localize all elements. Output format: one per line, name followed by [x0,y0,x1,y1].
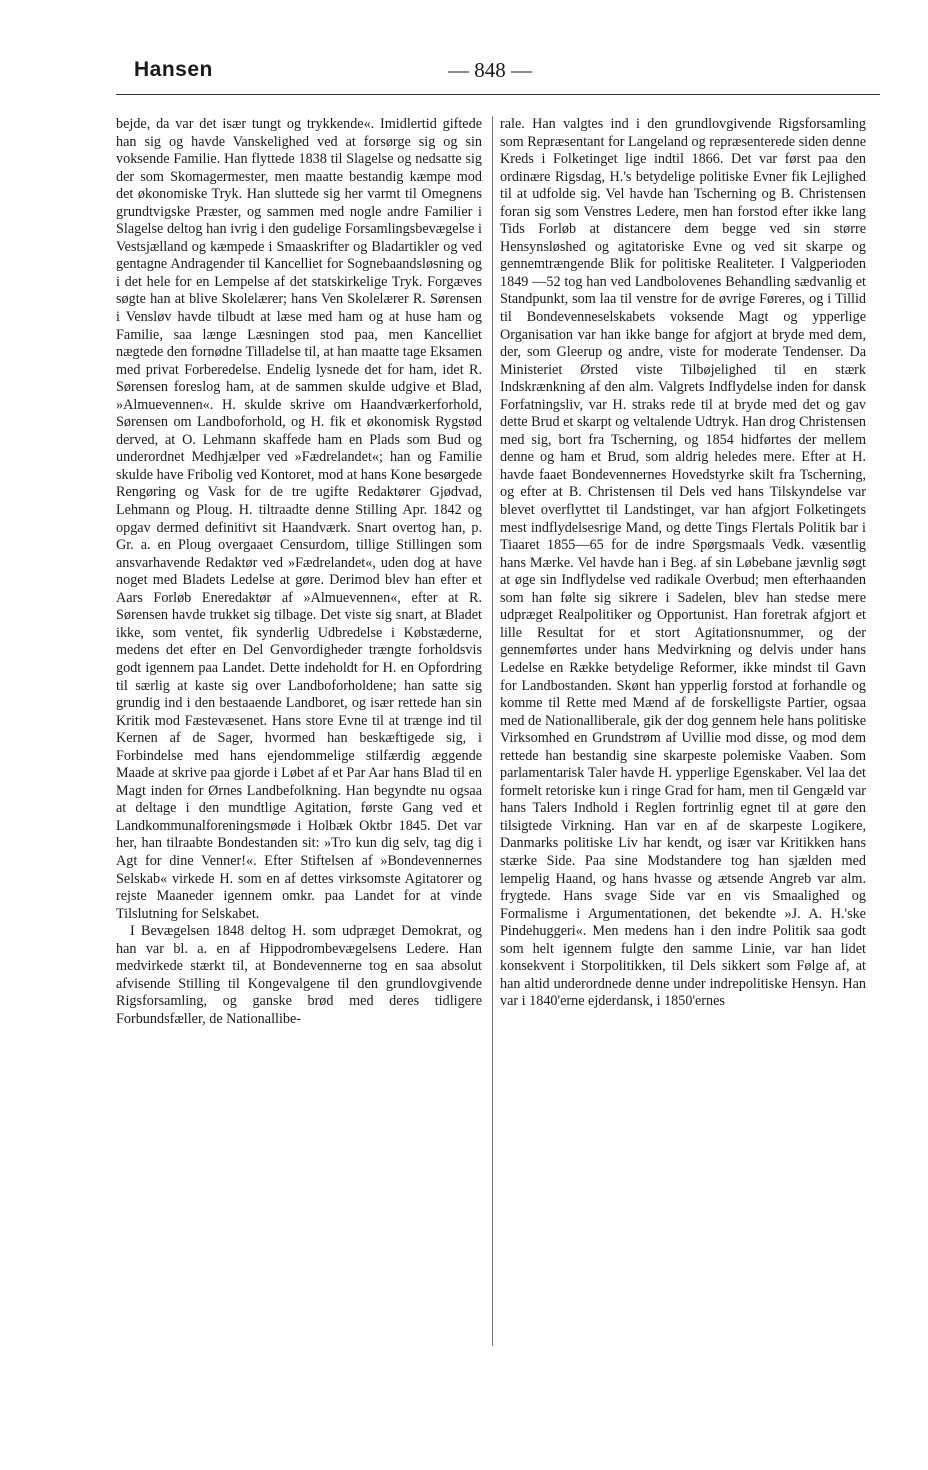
column-divider [492,116,493,1346]
page-header [0,0,928,96]
left-column [116,116,482,1028]
right-column [500,116,866,1011]
page-number: — 848 — [448,58,532,82]
header-rule [116,94,880,95]
paragraph: bejde, da var det især tungt og trykkende«. Imidlertid giftede han sig og havde Vanskelighed ved at forsørge sig og sin voksende Familie. Han flyttede 1838 til Slagelse og nedsatte sig der som Skomagermester, men maatte bestandig kæmpe mod det økonomiske Tryk. Han sluttede sig her varmt til Omegnens grundtvigske Præster, og sammen med nogle andre Familier i Slagelse deltog han ivrig i den gudelige Forsamlingsbevægelse i Vestsjælland og kæmpede i Smaaskrifter og Bladartikler og ved gentagne Andragender til Kancelliet for Sognebaandsløsning og i det hele for en Lempelse af det statskirkelige Tryk. Forgæves søgte han at blive Skolelærer; hans Ven Skolelærer R. Sørensen i Vensløv havde tilbudt at læse med ham og at huse ham og Familie, saa længe Læsningen stod paa, men Kancelliet nægtede den fornødne Tilladelse til, at han maatte tage Eksamen med privat Forberedelse. Endelig lysnede det for ham, idet R. Sørensen foreslog ham, at de sammen skulde udgive et Blad, »Almuevennen«. H. skulde skrive om Haandværkerforhold, Sørensen om Landboforhold, og H. fik et økonomisk Rygstød derved, at O. Lehmann skaffede ham en Plads som Bud og underordnet Medhjælper ved »Fædrelandet«; han og Familie skulde have Fribolig ved Kontoret, mod at hans Kone besørgede Rengøring og Vask for de tre ugifte Redaktører Gjødvad, Lehmann og Ploug. H. tiltraadte denne Stilling Apr. 1842 og opgav dermed definitivt sit Haandværk. Snart overtog han, p. Gr. a. en Ploug overgaaet Censurdom, tillige Stillingen som ansvarhavende Redaktør ved »Fædrelandet«, uden dog at have noget med Bladets Ledelse at gøre. Derimod blev han efter et Aars Forløb Eneredaktør af »Almuevennen«, efter at R. Sørensen havde trukket sig tilbage. Det viste sig snart, at Bladet ikke, som ventet, fik synderlig Udbredelse i Købstæderne, medens det efter en Del Genvordigheder trængte forholdsvis godt igennem paa Landet. Dette indeholdt for H. en Opfordring til særlig at kaste sig over Landboforholdene; han satte sig grundig ind i den bestaaende Landboret, og især rettede han sin Kritik mod Fæstevæsenet. Hans store Evne til at trænge ind til Kernen af de Sager, hvormed han beskæftigede sig, i Forbindelse med hans ejendommelige stilfærdig æggende Maade at skrive paa gjorde i Løbet af et Par Aar hans Blad til en Magt inden for Ørnes Landbefolkning. Han begyndte nu ogsaa at deltage i den mundtlige Agitation, første Gang ved et Landkommunalforeningsmøde i Holbæk Oktbr 1845. Det var her, han tilraabte Bondestanden sit: »Tro kun dig selv, tag dig i Agt for dine Venner!«. Efter Stiftelsen af »Bondevennernes Selskab« virkede H. som en af dettes virksomste Agitatorer og rejste Maaneder igennem omkr. paa Landet for at vinde Tilslutning for Selskabet. [116,116,482,922]
paragraph: I Bevægelsen 1848 deltog H. som udpræget Demokrat, og han var bl. a. en af Hippodrombevægelsens Ledere. Han medvirkede stærkt til, at Bondevennerne tog en saa absolut afvisende Stilling til Kongevalgene til den grundlovgivende Rigsforsamling, og ganske brød med deres tidligere Forbundsfæller, de Nationallibe- [116,923,482,1027]
running-head: Hansen [134,58,213,81]
paragraph: rale. Han valgtes ind i den grundlovgivende Rigsforsamling som Repræsentant for Langeland og repræsenterede siden denne Kreds i Folketinget lige indtil 1866. Det var først paa den ordinære Rigsdag, H.'s betydelige politiske Evner fik Lejlighed til at udfolde sig. Vel havde han Tscherning og B. Christensen foran sig som Venstres Ledere, men han forstod efter ikke lang Tids Forløb at distancere dem begge ved sin større Hensynsløshed og agitatoriske Evne og ved sit skarpe og gennemtrængende Blik for politiske Realiteter. I Valgperioden 1849 —52 tog han ved Landbolovenes Behandling sædvanlig et Standpunkt, som laa til venstre for de øvrige Føreres, og i Tillid til Bondevenneselskabets voksende Magt og ypperlige Organisation var han ikke bange for afgjort at bryde med dem, der, som Gleerup og andre, viste for moderate Tendenser. Da Ministeriet Ørsted viste Tilbøjelighed til en stærk Indskrænkning af den alm. Valgrets Indflydelse inden for dansk Forfatningsliv, var H. straks rede til at bryde med det og gav dette Brud et skarpt og veltalende Udtryk. Han drog Christensen med sig, bort fra Tscherning, og 1854 hidførtes der mellem denne og ham et Brud, som aldrig heledes mere. Efter at H. havde faaet Bondevennernes Hovedstyrke skilt fra Tscherning, og efter at B. Christensen til Dels ved hans Tilskyndelse var blevet overflyttet til Landstinget, var han afgjort Folketingets mest indflydelsesrige Mand, og dette Tings Flertals Politik bar i Tiaaret 1855—65 for de indre Spørgsmaals Vedk. væsentlig hans Mærke. Vel havde han i Beg. af sin Løbebane jævnlig søgt at øge sin Indflydelse ved radikale Overbud; men efterhaanden som han følte sig sikrere i Sadelen, blev han stedse mere udpræget Realpolitiker og Opportunist. Han foretrak afgjort et lille Resultat for et stort Agitationsnummer, og der gennemførtes under hans Medvirkning og delvis under hans Ledelse en Række betydelige Reformer, ikke mindst til Gavn for Landbostanden. Skønt han ypperlig forstod at forhandle og komme til Rette med Mænd af de forskelligste Partier, ogsaa med de Nationalliberale, gik der dog gennem hele hans politiske Virksomhed en Grundstrøm af Uvillie mod disse, og mod dem rettede han bestandig sine skarpeste polemiske Vaaben. Som parlamentarisk Taler havde H. ypperlige Egenskaber. Vel laa det formelt retoriske kun i ringe Grad for ham, men til Gengæld var hans Talers Indhold i Reglen fortrinlig egnet til at gøre den tilsigtede Virkning. Han var en af de skarpeste Logikere, Danmarks politiske Liv har kendt, og især var Kritikken hans stærke Side. Paa sine Modstandere tog han sjælden med lempelig Haand, og hans hvasse og ætsende Angreb var alm. frygtede. Hans svage Side var en vis Smaalighed og Formalisme i Argumentationen, det bekendte »J. A. H.'ske Pindehuggeri«. Men medens han i den indre Politik saa godt som helt igennem fulgte den samme Linie, var han lidet konsekvent i Storpolitikken, til Dels sikkert som Følge af, at han altid underordnede denne under indrepolitiske Hensyn. Han var i 1840'erne ejderdansk, i 1850'ernes [500,116,867,1010]
